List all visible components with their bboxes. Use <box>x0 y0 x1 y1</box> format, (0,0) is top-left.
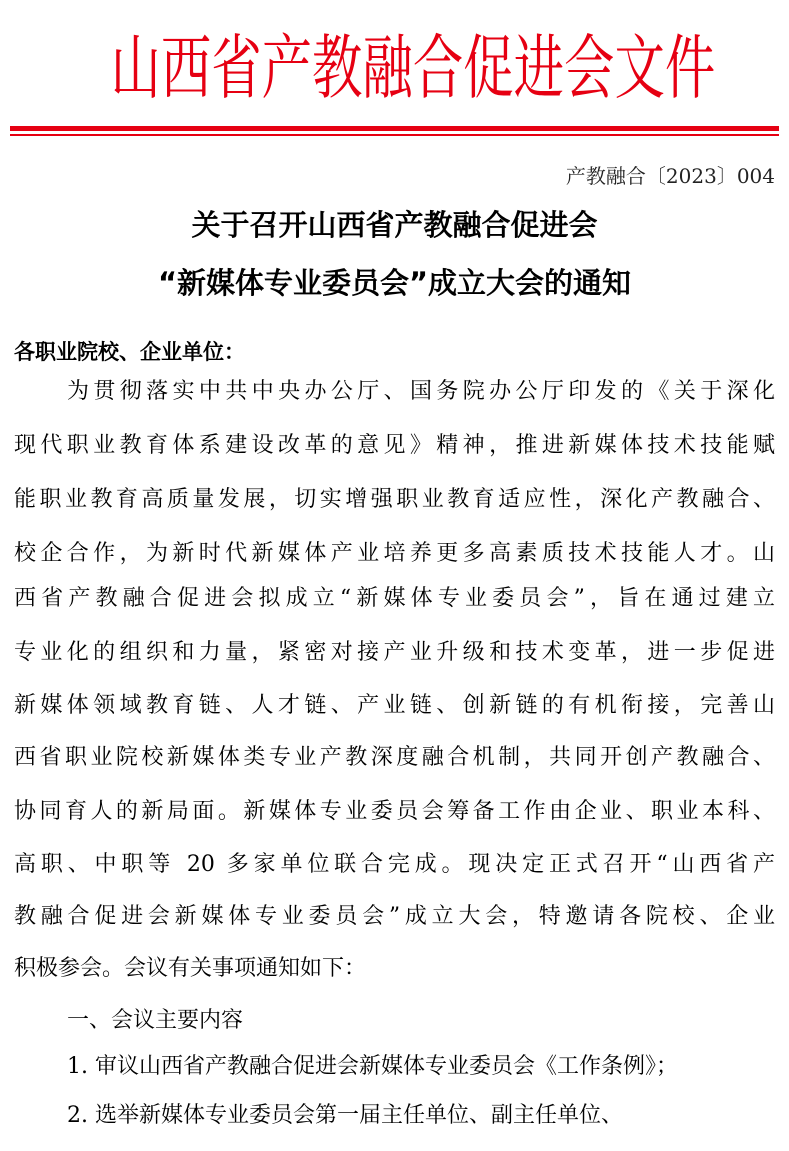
body-line: 高职、中职等 20 多家单位联合完成。现决定正式召开“山西省产 <box>14 852 775 877</box>
body-line: 协同育人的新局面。新媒体专业委员会筹备工作由企业、职业本科、 <box>14 799 775 824</box>
letterhead-divider-thick <box>10 126 779 131</box>
section-heading: 一、会议主要内容 <box>67 1008 244 1033</box>
document-number: 产教融合〔2023〕004 <box>565 164 775 188</box>
letterhead-divider-thin <box>10 134 779 136</box>
list-item: 1. 审议山西省产教融合促进会新媒体专业委员会《工作条例》； <box>67 1054 678 1079</box>
body-line: 能职业教育高质量发展，切实增强职业教育适应性，深化产教融合、 <box>14 487 775 512</box>
body-line: 教融合促进会新媒体专业委员会”成立大会，特邀请各院校、企业 <box>14 904 775 929</box>
body-line: 积极参会。会议有关事项通知如下： <box>14 956 367 981</box>
letterhead-title: 山西省产教融合促进会文件 <box>110 27 716 109</box>
body-line: 专业化的组织和力量，紧密对接产业升级和技术变革，进一步促进 <box>14 640 775 665</box>
notice-title-line-2: “新媒体专业委员会”成立大会的通知 <box>157 266 632 300</box>
body-line: 现代职业教育体系建设改革的意见》精神，推进新媒体技术技能赋 <box>14 433 775 458</box>
body-line: 西省职业院校新媒体类专业产教深度融合机制，共同开创产教融合、 <box>14 745 775 770</box>
body-line: 校企合作，为新时代新媒体产业培养更多高素质技术技能人才。山 <box>14 541 775 566</box>
body-line: 新媒体领域教育链、人才链、产业链、创新链的有机衔接，完善山 <box>14 693 775 718</box>
list-item: 2. 选举新媒体专业委员会第一届主任单位、副主任单位、 <box>67 1103 623 1128</box>
notice-title-line-1: 关于召开山西省产教融合促进会 <box>191 208 598 242</box>
body-line: 为贯彻落实中共中央办公厅、国务院办公厅印发的《关于深化 <box>67 379 775 404</box>
salutation: 各职业院校、企业单位： <box>14 340 245 364</box>
body-line: 西省产教融合促进会拟成立“新媒体专业委员会”，旨在通过建立 <box>14 586 775 611</box>
